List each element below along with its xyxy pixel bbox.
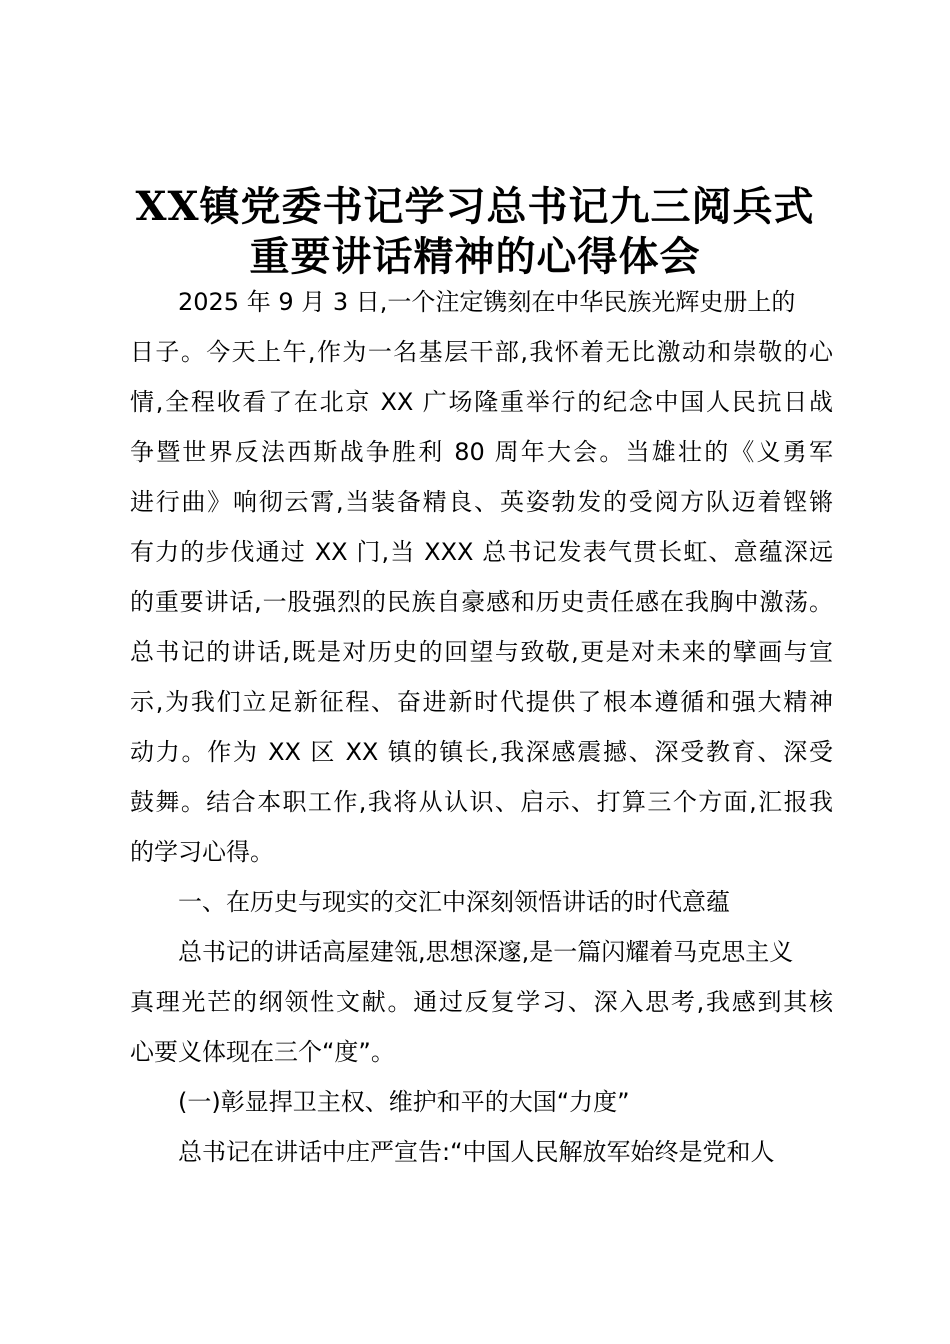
paragraph-line: 动力。作为 XX 区 XX 镇的镇长,我深感震撼、深受教育、深受 [130,738,833,766]
paragraph-line: 日子。今天上午,作为一名基层干部,我怀着无比激动和崇敬的心 [130,338,833,366]
paragraph-line: 争暨世界反法西斯战争胜利 80 周年大会。当雄壮的《义勇军 [130,438,833,466]
paragraph-line: 总书记在讲话中庄严宣告:“中国人民解放军始终是党和人 [178,1138,775,1166]
paragraph-line: 总书记的讲话,既是对历史的回望与致敬,更是对未来的擘画与宣 [130,638,833,666]
paragraph-line: 真理光芒的纲领性文献。通过反复学习、深入思考,我感到其核 [130,988,833,1016]
paragraph-line: 的学习心得。 [130,838,274,866]
paragraph-line: 心要义体现在三个“度”。 [130,1038,395,1066]
paragraph-line: 2025 年 9 月 3 日,一个注定镌刻在中华民族光辉史册上的 [178,288,796,316]
paragraph-line: 有力的步伐通过 XX 门,当 XXX 总书记发表气贯长虹、意蕴深远 [130,538,833,566]
title-line: 重要讲话精神的心得体会 [249,233,701,280]
document-body [130,277,833,1177]
title-line: XX镇党委书记学习总书记九三阅兵式 [135,183,815,230]
paragraph-line: 情,全程收看了在北京 XX 广场隆重举行的纪念中国人民抗日战 [130,388,833,416]
subsection-heading: (一)彰显捍卫主权、维护和平的大国“力度” [178,1088,630,1116]
paragraph-line: 进行曲》响彻云霄,当装备精良、英姿勃发的受阅方队迈着铿锵 [130,488,833,516]
document-title [100,182,850,282]
section-heading: 一、在历史与现实的交汇中深刻领悟讲话的时代意蕴 [178,888,730,916]
paragraph-line: 总书记的讲话高屋建瓴,思想深邃,是一篇闪耀着马克思主义 [178,938,794,966]
paragraph-line: 示,为我们立足新征程、奋进新时代提供了根本遵循和强大精神 [130,688,833,716]
paragraph-line: 鼓舞。结合本职工作,我将从认识、启示、打算三个方面,汇报我 [130,788,833,816]
paragraph-line: 的重要讲话,一股强烈的民族自豪感和历史责任感在我胸中激荡。 [130,588,833,616]
